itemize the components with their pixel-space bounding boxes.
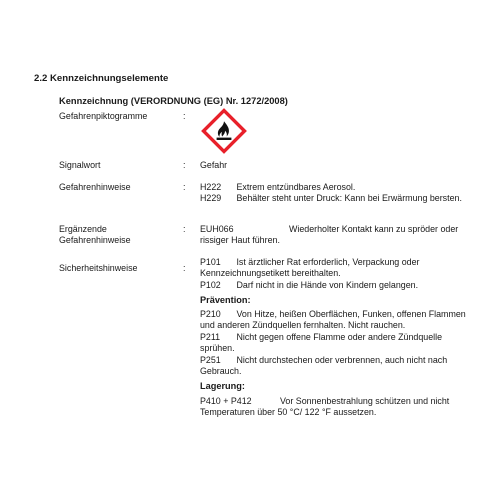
flame-ghs02-icon bbox=[201, 108, 247, 154]
regulation-heading: Kennzeichnung (VERORDNUNG (EG) Nr. 1272/2008) bbox=[59, 96, 288, 106]
precautionary-statement bbox=[200, 257, 470, 279]
supplemental-code: EUH066 bbox=[200, 224, 234, 234]
signal-word-value: Gefahr bbox=[200, 160, 228, 170]
hazard-text: Behälter steht unter Druck: Kann bei Erwärmung bersten. bbox=[236, 193, 462, 203]
precautionary-code: P410 + P412 bbox=[200, 396, 252, 406]
hazard-statements-label: Gefahrenhinweise bbox=[59, 182, 131, 192]
precautionary-text: Nicht gegen offene Flamme oder andere Zündquelle sprühen. bbox=[200, 332, 443, 354]
precautionary-code: P210 bbox=[200, 309, 221, 319]
storage-heading: Lagerung: bbox=[200, 381, 245, 391]
precautionary-text: Darf nicht in die Hände von Kindern gelangen. bbox=[236, 280, 419, 290]
section-heading: 2.2 Kennzeichnungselemente bbox=[34, 73, 169, 84]
hazard-text: Extrem entzündbares Aerosol. bbox=[236, 182, 356, 192]
precautionary-statement bbox=[200, 309, 470, 331]
hazard-statements-colon: : bbox=[183, 182, 186, 192]
precautionary-statement bbox=[200, 355, 470, 377]
hazard-code: H222 bbox=[200, 182, 222, 192]
precautionary-statements-colon: : bbox=[183, 263, 186, 273]
supplemental-hazards-colon: : bbox=[183, 224, 186, 234]
pictograms-colon: : bbox=[183, 111, 186, 121]
precautionary-statement bbox=[200, 280, 470, 291]
hazard-statement bbox=[200, 193, 470, 204]
precautionary-statements-label: Sicherheitshinweise bbox=[59, 263, 138, 273]
signal-word-label: Signalwort bbox=[59, 160, 101, 170]
supplemental-text: Wiederholter Kontakt kann zu spröder oder rissiger Haut führen. bbox=[200, 224, 459, 246]
supplemental-label-line: Ergänzende bbox=[59, 224, 107, 234]
precautionary-text: Nicht durchstechen oder verbrennen, auch nicht nach Gebrauch. bbox=[200, 355, 448, 377]
supplemental-label-line: Gefahrenhinweise bbox=[59, 235, 131, 245]
precautionary-code: P101 bbox=[200, 257, 221, 267]
supplemental-hazards-label bbox=[59, 224, 131, 246]
hazard-code: H229 bbox=[200, 193, 222, 203]
prevention-heading: Prävention: bbox=[200, 295, 251, 305]
precautionary-text: Von Hitze, heißen Oberflächen, Funken, offenen Flammen und anderen Zündquellen fernhalten. Nicht rauchen. bbox=[200, 309, 466, 331]
precautionary-text: Ist ärztlicher Rat erforderlich, Verpackung oder Kennzeichnungsetikett bereithalten. bbox=[200, 257, 420, 279]
pictograms-label: Gefahrenpiktogramme bbox=[59, 111, 148, 121]
precautionary-text: Vor Sonnenbestrahlung schützen und nicht Temperaturen über 50 °C/ 122 °F aussetzen. bbox=[200, 396, 450, 418]
hazard-statement bbox=[200, 182, 470, 193]
signal-word-colon: : bbox=[183, 160, 186, 170]
precautionary-code: P211 bbox=[200, 332, 221, 342]
precautionary-statement bbox=[200, 396, 470, 418]
supplemental-hazard-statement bbox=[200, 224, 470, 246]
precautionary-code: P251 bbox=[200, 355, 221, 365]
precautionary-code: P102 bbox=[200, 280, 221, 290]
precautionary-statement bbox=[200, 332, 470, 354]
